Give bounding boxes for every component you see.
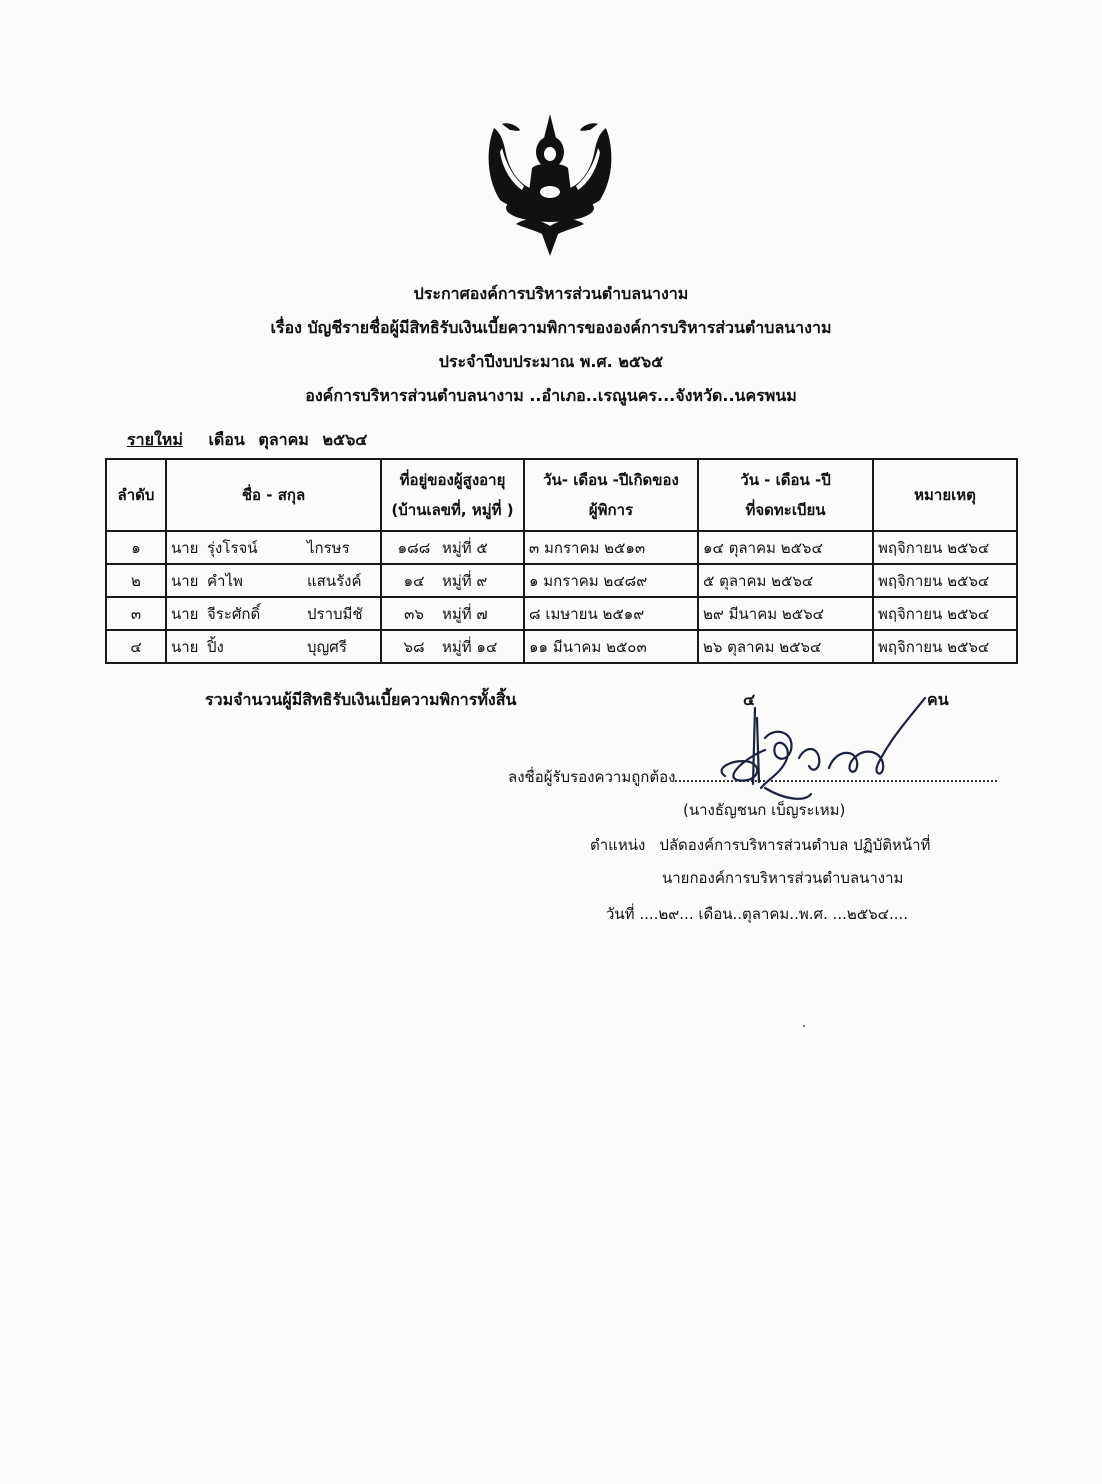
cell-registered: ๒๖ ตุลาคม ๒๕๖๔ xyxy=(698,630,873,663)
total-unit: คน xyxy=(927,690,949,709)
house-number: ๑๘๘ xyxy=(397,538,431,557)
village-number: หมู่ที่ ๑๔ xyxy=(442,637,498,656)
first-name: คำไพ xyxy=(207,571,243,590)
col-header-birthdate-line1: วัน- เดือน -ปีเกิดของ xyxy=(543,471,679,489)
table-row xyxy=(106,531,1017,564)
cell-index: ๓ xyxy=(106,597,166,630)
last-name: ไกรษร xyxy=(307,538,350,557)
col-header-index: ลำดับ xyxy=(106,459,166,531)
cell-note: พฤจิกายน ๒๕๖๔ xyxy=(873,597,1017,630)
total-count: ๔ xyxy=(743,690,756,709)
cell-name xyxy=(166,597,381,630)
col-header-address-line1: ที่อยู่ของผู้สูงอายุ xyxy=(399,471,506,489)
cell-birthdate: ๓ มกราคม ๒๕๑๓ xyxy=(524,531,698,564)
total-label: รวมจำนวนผู้มีสิทธิรับเงินเบี้ยความพิการทั้งสิ้น xyxy=(205,690,517,709)
position-value: ปลัดองค์การบริหารส่วนตำบล ปฏิบัติหน้าที่ xyxy=(659,836,931,854)
village-number: หมู่ที่ ๕ xyxy=(442,538,488,557)
first-name: จีระศักดิ์ xyxy=(207,604,261,623)
last-name: บุญศรี xyxy=(307,637,347,656)
house-number: ๓๖ xyxy=(404,604,424,623)
cell-index: ๒ xyxy=(106,564,166,597)
cell-note: พฤจิกายน ๒๕๖๔ xyxy=(873,630,1017,663)
certifier-position-line2: นายกองค์การบริหารส่วนตำบลนางาม xyxy=(662,869,904,887)
cell-name xyxy=(166,630,381,663)
first-name: ปิ้ง xyxy=(207,637,224,656)
col-header-address xyxy=(381,459,524,531)
announcement-title: ประกาศองค์การบริหารส่วนตำบลนางาม xyxy=(413,284,689,303)
month-value: ตุลาคม xyxy=(258,430,309,449)
last-name: ปราบมีชั xyxy=(307,604,363,623)
col-header-note: หมายเหตุ xyxy=(873,459,1017,531)
village-number: หมู่ที่ ๙ xyxy=(442,571,488,590)
table-header-row xyxy=(106,459,1017,531)
cell-birthdate: ๑๑ มีนาคม ๒๕๐๓ xyxy=(524,630,698,663)
cell-address xyxy=(381,597,524,630)
cell-registered: ๕ ตุลาคม ๒๕๖๔ xyxy=(698,564,873,597)
scan-speck xyxy=(803,1025,805,1027)
name-prefix: นาย xyxy=(171,637,199,656)
cell-registered: ๑๔ ตุลาคม ๒๕๖๔ xyxy=(698,531,873,564)
cell-registered: ๒๙ มีนาคม ๒๕๖๔ xyxy=(698,597,873,630)
house-number: ๖๘ xyxy=(403,637,425,656)
cell-birthdate: ๑ มกราคม ๒๔๘๙ xyxy=(524,564,698,597)
cell-note: พฤจิกายน ๒๕๖๔ xyxy=(873,564,1017,597)
cell-birthdate: ๘ เมษายน ๒๕๑๙ xyxy=(524,597,698,630)
organization-location: องค์การบริหารส่วนตำบลนางาม ..อำเภอ..เรณูนคร...จังหวัด..นครพนม xyxy=(305,386,797,405)
handwritten-signature xyxy=(695,688,960,808)
col-header-birthdate-line2: ผู้พิการ xyxy=(588,501,634,519)
col-header-address-line2: (บ้านเลขที่, หมู่ที่ ) xyxy=(391,501,514,519)
col-header-birthdate xyxy=(524,459,698,531)
cell-index: ๔ xyxy=(106,630,166,663)
list-subheading xyxy=(127,428,367,453)
name-prefix: นาย xyxy=(171,604,199,623)
name-prefix: นาย xyxy=(171,571,199,590)
new-entries-label: รายใหม่ xyxy=(127,430,183,449)
cell-address xyxy=(381,564,524,597)
village-number: หมู่ที่ ๗ xyxy=(442,604,488,623)
house-number: ๑๔ xyxy=(403,571,425,590)
month-label: เดือน xyxy=(208,430,245,449)
col-header-name: ชื่อ - สกุล xyxy=(166,459,381,531)
table-row xyxy=(106,597,1017,630)
announcement-subject: เรื่อง บัญชีรายชื่อผู้มีสิทธิรับเงินเบี้ยความพิการขององค์การบริหารส่วนตำบลนางาม xyxy=(270,318,832,337)
cell-address xyxy=(381,531,524,564)
position-label: ตำแหน่ง xyxy=(590,836,646,854)
col-header-registered-line1: วัน - เดือน -ปี xyxy=(740,471,831,489)
registrants-table xyxy=(105,458,1018,664)
year-value: ๒๕๖๔ xyxy=(322,430,368,449)
last-name: แสนรังค์ xyxy=(307,571,362,590)
col-header-registered-line2: ที่จดทะเบียน xyxy=(745,501,826,519)
col-header-registered xyxy=(698,459,873,531)
fiscal-year: ประจำปีงบประมาณ พ.ศ. ๒๕๖๕ xyxy=(438,352,664,371)
certification-date: วันที่ ....๒๙... เดือน..ตุลาคม..พ.ศ. ...๒๕๖๔.... xyxy=(606,905,909,923)
cell-name xyxy=(166,564,381,597)
certifier-position xyxy=(590,833,930,857)
cell-index: ๑ xyxy=(106,531,166,564)
garuda-emblem-icon xyxy=(480,108,620,258)
certification-label: ลงชื่อผู้รับรองความถูกต้อง xyxy=(508,768,676,786)
first-name: รุ่งโรจน์ xyxy=(207,538,258,557)
table-row xyxy=(106,564,1017,597)
name-prefix: นาย xyxy=(171,538,199,557)
certifier-name: (นางธัญชนก เบ็ญระเหม) xyxy=(683,801,846,819)
table-row xyxy=(106,630,1017,663)
cell-name xyxy=(166,531,381,564)
cell-note: พฤจิกายน ๒๕๖๔ xyxy=(873,531,1017,564)
cell-address xyxy=(381,630,524,663)
